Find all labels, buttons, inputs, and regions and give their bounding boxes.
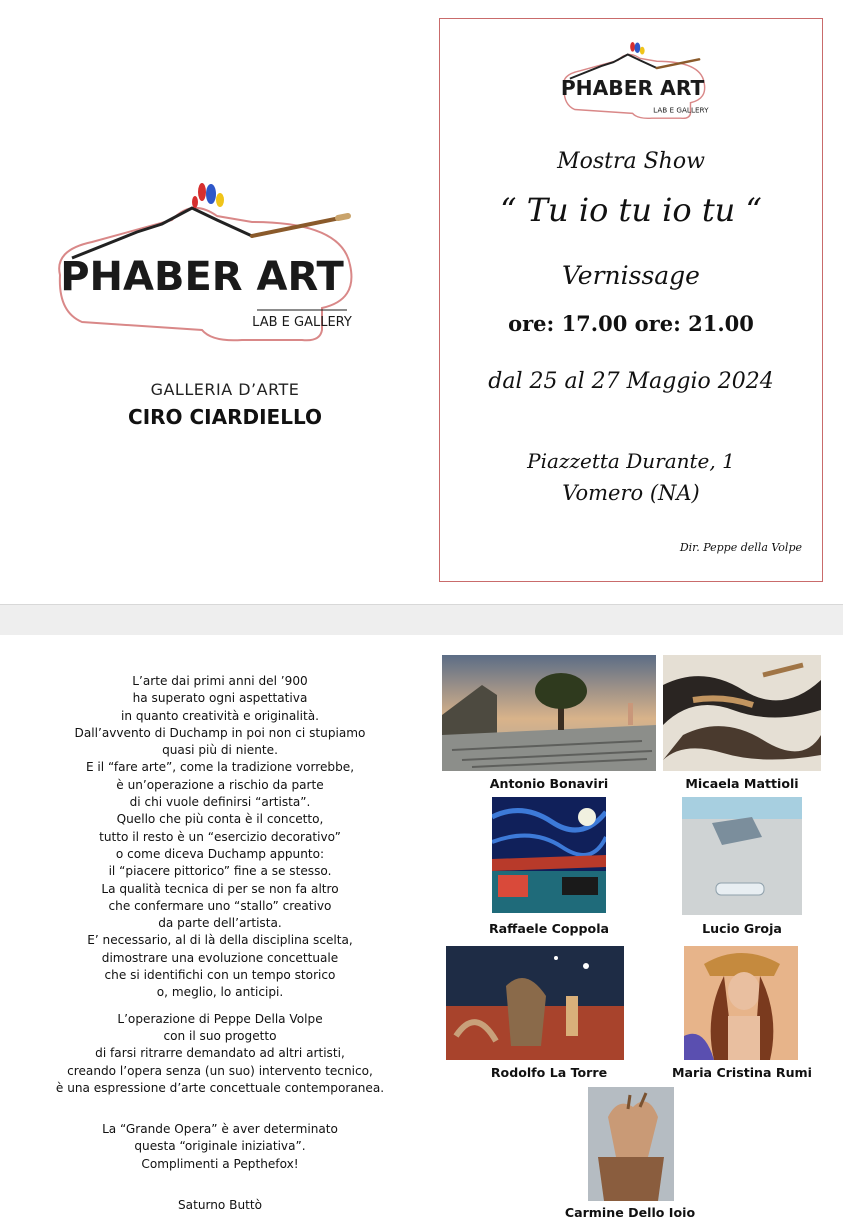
phaber-art-logo-small (560, 41, 710, 123)
artwork-maria-cristina-rumi (684, 946, 798, 1060)
page-divider (0, 604, 843, 635)
artwork-raffaele-coppola (492, 797, 606, 913)
artist-caption: Lucio Groja (702, 921, 782, 936)
artist-caption: Rodolfo La Torre (490, 1065, 608, 1080)
essay-line: di chi vuole definirsi “artista”. (129, 795, 311, 810)
artwork-lucio-groja (682, 797, 802, 915)
artist-caption: Maria Cristina Rumi (672, 1065, 812, 1080)
essay-signature: Saturno Buttò (177, 1198, 262, 1213)
essay-line: Complimenti a Pepthefox! (141, 1156, 299, 1171)
artwork-antonio-bonaviri (442, 655, 656, 771)
director-credit: Dir. Peppe della Volpe (679, 541, 802, 554)
logo-subline-text: LAB E GALLERY (252, 315, 352, 330)
essay-line: Dall’avvento di Duchamp in poi non ci stupiamo (74, 725, 366, 740)
artwork-rodolfo-la-torre (446, 946, 624, 1060)
curator-essay (10, 673, 430, 1214)
essay-paragraph-2 (10, 1011, 430, 1097)
artwork-carmine-dello-ioio (588, 1087, 674, 1201)
venue-city: Vomero (NA) (562, 481, 700, 505)
essay-line: ha superato ogni aspettativa (132, 691, 308, 706)
logo-small-subline-text: LAB E GALLERY (653, 105, 709, 115)
invitation-card (439, 18, 823, 582)
essay-paragraph-3 (10, 1121, 430, 1173)
essay-line: che si identifichi con un tempo storico (104, 968, 336, 983)
essay-line: L’operazione di Peppe Della Volpe (117, 1011, 323, 1026)
essay-line: La qualità tecnica di per se non fa altro (101, 881, 339, 896)
essay-line: dimostrare una evoluzione concettuale (101, 950, 339, 965)
essay-line: L’arte dai primi anni del ’900 (132, 674, 308, 688)
vernissage-label: Vernissage (562, 261, 700, 290)
essay-line: E il “fare arte”, come la tradizione vorrebbe, (85, 760, 355, 775)
show-title: “ Tu io tu io tu “ (500, 191, 762, 229)
artist-caption: Micaela Mattioli (685, 776, 799, 791)
essay-line: tutto il resto è un “esercizio decorativo” (99, 829, 341, 844)
essay-line: La “Grande Opera” è aver determinato (102, 1122, 338, 1137)
essay-line: E’ necessario, al di là della disciplina scelta, (87, 933, 353, 948)
essay-line: o, meglio, lo anticipi. (156, 985, 284, 1000)
essay-line: è una espressione d’arte concettuale contemporanea. (55, 1080, 385, 1095)
artist-caption: Antonio Bonaviri (489, 776, 609, 791)
essay-line: o come diceva Duchamp appunto: (115, 846, 325, 861)
venue-address: Piazzetta Durante, 1 (527, 449, 735, 473)
essay-line: in quanto creatività e originalità. (121, 708, 319, 723)
artist-caption: Raffaele Coppola (488, 921, 610, 936)
flyer-front (0, 0, 843, 604)
essay-line: il “piacere pittorico” fine a se stesso. (108, 864, 332, 879)
gallery-label: GALLERIA D’ARTE (150, 380, 300, 399)
exhibition-dates: dal 25 al 27 Maggio 2024 (488, 369, 774, 394)
essay-line: di farsi ritrarre demandato ad altri artisti, (95, 1046, 345, 1061)
flyer-back (0, 635, 843, 1232)
artist-caption: Carmine Dello Ioio (564, 1205, 696, 1220)
artwork-micaela-mattioli (663, 655, 821, 771)
gallery-name: CIRO CIARDIELLO (128, 405, 322, 429)
essay-line: creando l’opera senza (un suo) intervento tecnico, (67, 1063, 373, 1078)
logo-brand-text: PHABER ART (60, 254, 344, 300)
logo-small-brand-text: PHABER ART (560, 76, 705, 101)
essay-line: questa “originale iniziativa”. (134, 1139, 306, 1154)
show-label: Mostra Show (557, 149, 705, 174)
essay-line: che confermare uno “stallo” creativo (108, 898, 332, 913)
essay-paragraph-1 (10, 673, 430, 1002)
essay-line: è un’operazione a rischio da parte (116, 777, 324, 792)
essay-line: con il suo progetto (163, 1028, 277, 1043)
phaber-art-logo (52, 180, 362, 350)
essay-line: quasi più di niente. (162, 743, 278, 758)
phaber-art-logo-small-graphic (560, 41, 710, 123)
essay-line: da parte dell’artista. (158, 916, 282, 931)
phaber-art-logo-graphic (52, 180, 362, 350)
essay-line: Quello che più conta è il concetto, (116, 812, 324, 827)
opening-hours: ore: 17.00 ore: 21.00 (508, 311, 754, 336)
